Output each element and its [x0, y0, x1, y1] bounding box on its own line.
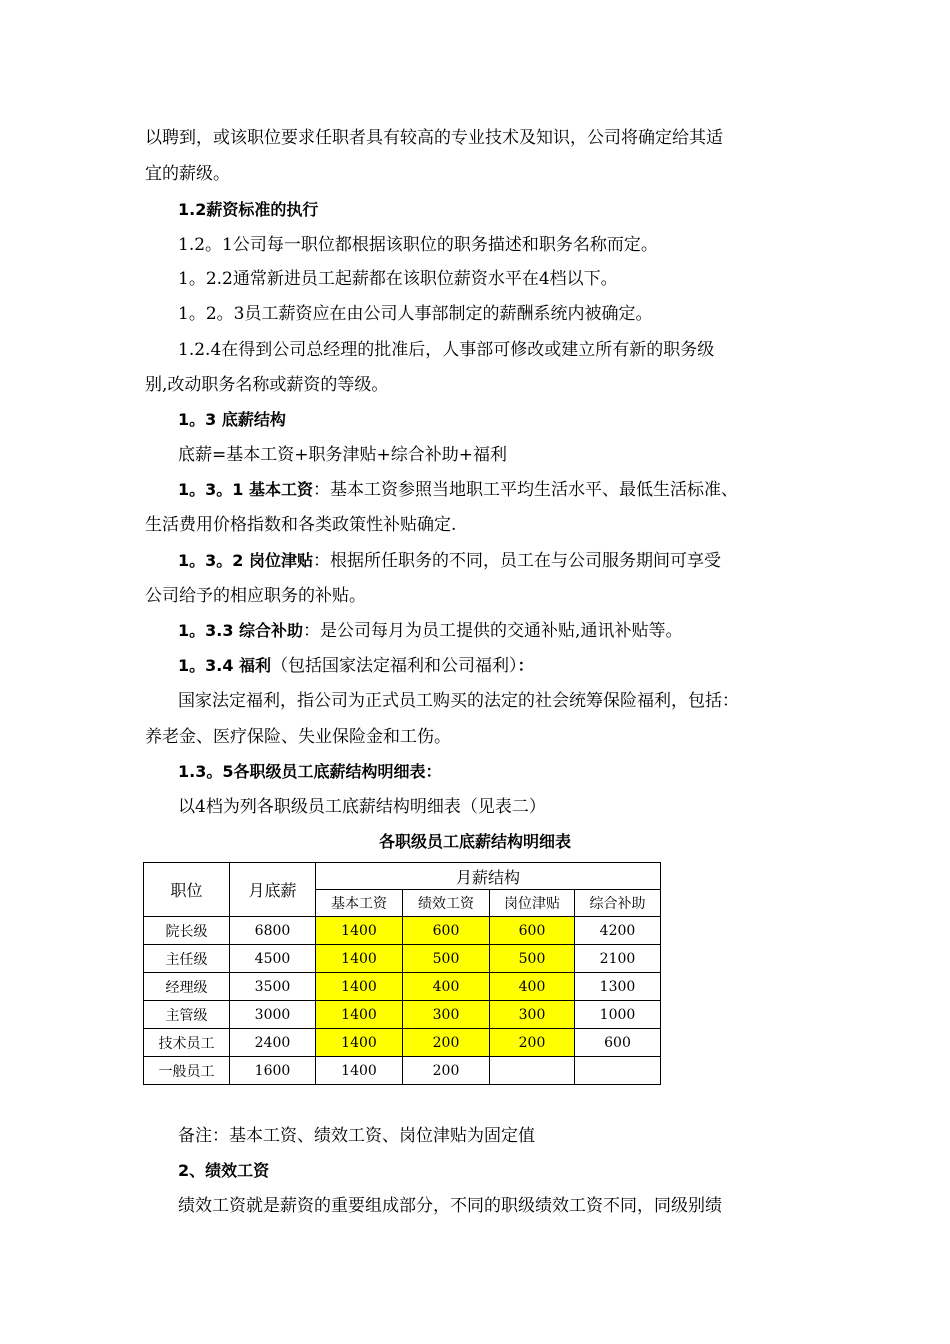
subheading: 1。3.4 福利: [178, 656, 272, 675]
subheading-text: ：根据所任职务的不同，员工在与公司服务期间可享受: [312, 551, 721, 571]
cell-post-allowance: 500: [490, 945, 575, 973]
cell-performance-wage: 200: [403, 1057, 490, 1085]
table-row: [144, 1029, 661, 1057]
paragraph-line: [178, 478, 738, 502]
table-row: [144, 917, 661, 945]
subheading: 1。3。2 岗位津贴: [178, 551, 313, 570]
cell-monthly-base: 3000: [230, 1001, 316, 1029]
paragraph-line: 绩效工资就是薪资的重要组成部分，不同的职级绩效工资不同，同级别绩: [178, 1196, 722, 1216]
paragraph-line: 1.2。1公司每一职位都根据该职位的职务描述和职务名称而定。: [178, 235, 658, 255]
paragraph-line: 生活费用价格指数和各类政策性补贴确定.: [145, 515, 457, 535]
cell-performance-wage: 200: [403, 1029, 490, 1057]
cell-basic-wage: 1400: [316, 973, 403, 1001]
subheading-text: ：基本工资参照当地职工平均生活水平、最低生活标准、: [312, 480, 738, 500]
paragraph-line: 国家法定福利，指公司为正式员工购买的法定的社会统筹保险福利，包括：: [178, 691, 739, 711]
cell-post-allowance: 600: [490, 917, 575, 945]
table-row: [144, 1001, 661, 1029]
table-row: [144, 973, 661, 1001]
paragraph-line: 公司给予的相应职务的补贴。: [145, 586, 366, 606]
header-position: 职位: [144, 863, 230, 917]
header-monthly-base: 月底薪: [230, 863, 316, 917]
cell-performance-wage: 300: [403, 1001, 490, 1029]
paragraph-line: [178, 619, 682, 643]
table-row: [144, 945, 661, 973]
cell-basic-wage: 1400: [316, 917, 403, 945]
cell-comprehensive-subsidy: 2100: [575, 945, 661, 973]
paragraph-line: [178, 549, 721, 573]
note-line: 备注：基本工资、绩效工资、岗位津贴为固定值: [178, 1126, 535, 1146]
header-monthly-structure: 月薪结构: [316, 863, 661, 890]
cell-comprehensive-subsidy: 4200: [575, 917, 661, 945]
paragraph-line: [178, 654, 534, 678]
cell-comprehensive-subsidy: 600: [575, 1029, 661, 1057]
cell-position: 经理级: [144, 973, 230, 1001]
table-title: 各职级员工底薪结构明细表: [378, 832, 571, 851]
salary-structure-table: [143, 862, 661, 1085]
cell-basic-wage: 1400: [316, 1029, 403, 1057]
section-heading: 1.2薪资标准的执行: [178, 200, 319, 219]
cell-post-allowance: 300: [490, 1001, 575, 1029]
cell-performance-wage: 600: [403, 917, 490, 945]
cell-comprehensive-subsidy: [575, 1057, 661, 1085]
cell-post-allowance: 200: [490, 1029, 575, 1057]
cell-basic-wage: 1400: [316, 1001, 403, 1029]
subheading: 1。3.3 综合补助: [178, 621, 304, 640]
cell-comprehensive-subsidy: 1000: [575, 1001, 661, 1029]
section-heading: 1.3。5各职级员工底薪结构明细表：: [178, 762, 442, 781]
paragraph-line: 1。2。3员工薪资应在由公司人事部制定的薪酬系统内被确定。: [178, 304, 653, 324]
subheading: 1。3。1 基本工资: [178, 480, 313, 499]
formula-line: 底薪=基本工资+职务津贴+综合补助+福利: [178, 445, 507, 465]
header-performance-wage: 绩效工资: [403, 890, 490, 917]
paragraph-line: 养老金、医疗保险、失业保险金和工伤。: [145, 727, 451, 747]
paragraph-line: 1。2.2通常新进员工起薪都在该职位薪资水平在4档以下。: [178, 269, 618, 289]
section-heading: 1。3 底薪结构: [178, 410, 286, 429]
paragraph-line: 别,改动职务名称或薪资的等级。: [145, 375, 389, 395]
cell-position: 主管级: [144, 1001, 230, 1029]
cell-post-allowance: [490, 1057, 575, 1085]
cell-monthly-base: 2400: [230, 1029, 316, 1057]
cell-performance-wage: 400: [403, 973, 490, 1001]
cell-monthly-base: 1600: [230, 1057, 316, 1085]
table-row: [144, 1057, 661, 1085]
cell-post-allowance: 400: [490, 973, 575, 1001]
subheading-text: ：是公司每月为员工提供的交通补贴,通讯补贴等。: [303, 621, 683, 641]
cell-position: 一般员工: [144, 1057, 230, 1085]
paragraph-line: 宜的薪级。: [145, 164, 230, 184]
cell-basic-wage: 1400: [316, 1057, 403, 1085]
cell-comprehensive-subsidy: 1300: [575, 973, 661, 1001]
paragraph-line: 以聘到，或该职位要求任职者具有较高的专业技术及知识，公司将确定给其适: [145, 128, 723, 148]
cell-position: 技术员工: [144, 1029, 230, 1057]
cell-monthly-base: 4500: [230, 945, 316, 973]
cell-monthly-base: 3500: [230, 973, 316, 1001]
subheading-colon: ：: [517, 656, 534, 675]
cell-position: 主任级: [144, 945, 230, 973]
header-comprehensive-subsidy: 综合补助: [575, 890, 661, 917]
cell-position: 院长级: [144, 917, 230, 945]
cell-monthly-base: 6800: [230, 917, 316, 945]
header-basic-wage: 基本工资: [316, 890, 403, 917]
cell-basic-wage: 1400: [316, 945, 403, 973]
paragraph-line: 1.2.4在得到公司总经理的批准后，人事部可修改或建立所有新的职务级: [178, 340, 715, 360]
cell-performance-wage: 500: [403, 945, 490, 973]
subheading-text: （包括国家法定福利和公司福利）: [271, 656, 518, 676]
paragraph-line: 以4档为列各职级员工底薪结构明细表（见表二）: [178, 797, 546, 817]
header-post-allowance: 岗位津贴: [490, 890, 575, 917]
section-heading: 2、绩效工资: [178, 1161, 270, 1180]
